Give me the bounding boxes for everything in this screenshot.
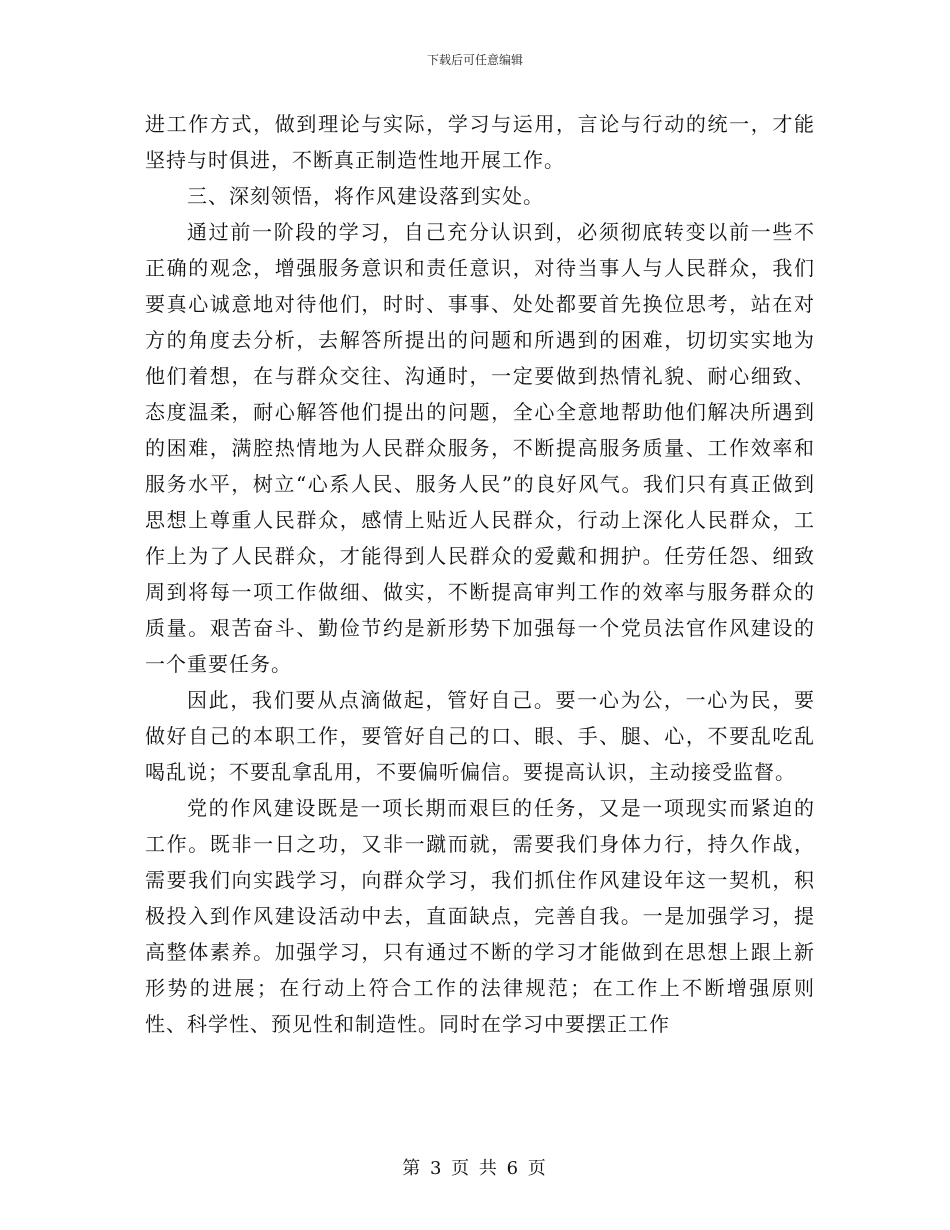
document-body bbox=[145, 106, 815, 1042]
paragraph-continuation: 进工作方式，做到理论与实际，学习与运用，言论与行动的统一，才能坚持与时俱进，不断真正制造性地开展工作。 bbox=[145, 112, 815, 172]
page-header: 下载后可任意编辑 bbox=[426, 53, 523, 67]
paragraph: 通过前一阶段的学习，自己充分认识到，必须彻底转变以前一些不正确的观念，增强服务意识和责任意识，对待当事人与人民群众，我们要真心诚意地对待他们，时时、事事、处处都要首先换位思考，站在对方的角度去分析，去解答所提出的问题和所遇到的困难，切切实实地为他们着想，在与群众交往、沟通时，一定要做到热情礼貌、耐心细致、态度温柔，耐心解答他们提出的问题，全心全意地帮助他们解决所遇到的困难，满腔热情地为人民群众服务，不断提高服务质量、工作效率和服务水平，树立“心系人民、服务人民”的良好风气。我们只有真正做到思想上尊重人民群众，感情上贴近人民群众，行动上深化人民群众，工作上为了人民群众，才能得到人民群众的爱戴和拥护。任劳任怨、细致周到将每一项工作做细、做实，不断提高审判工作的效率与服务群众的质量。艰苦奋斗、勤俭节约是新形势下加强每一个党员法官作风建设的一个重要任务。 bbox=[145, 220, 815, 676]
page-number-footer: 第 3 页 共 6 页 bbox=[402, 1158, 548, 1179]
paragraph: 因此，我们要从点滴做起，管好自己。要一心为公，一心为民，要做好自己的本职工作，要管好自己的口、眼、手、腿、心，不要乱吃乱喝乱说；不要乱拿乱用，不要偏听偏信。要提高认识，主动接受监督。 bbox=[145, 688, 815, 784]
section-heading: 三、深刻领悟，将作风建设落到实处。 bbox=[187, 184, 544, 208]
paragraph: 党的作风建设既是一项长期而艰巨的任务，又是一项现实而紧迫的工作。既非一日之功，又非一蹴而就，需要我们身体力行，持久作战，需要我们向实践学习，向群众学习，我们抓住作风建设年这一契机，积极投入到作风建设活动中去，直面缺点，完善自我。一是加强学习，提高整体素养。加强学习，只有通过不断的学习才能做到在思想上跟上新形势的进展；在行动上符合工作的法律规范；在工作上不断增强原则性、科学性、预见性和制造性。同时在学习中要摆正工作 bbox=[145, 796, 815, 1036]
